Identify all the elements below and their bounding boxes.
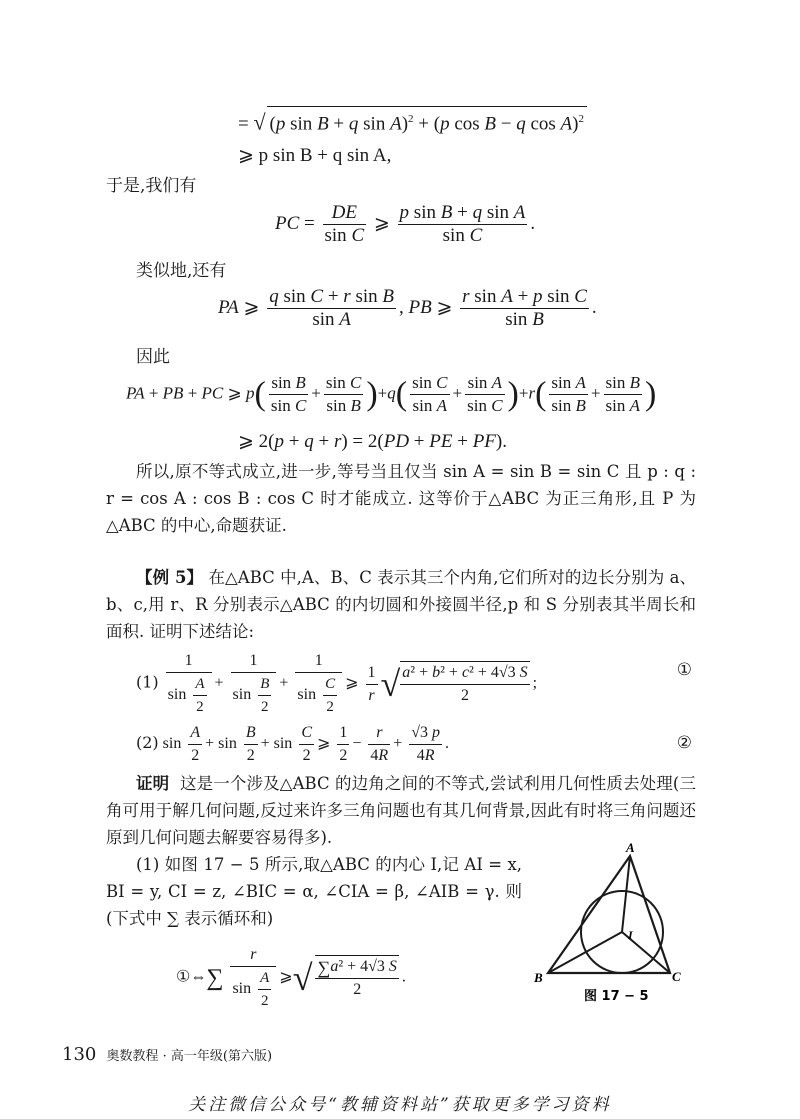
example-text: 在△ABC 中,A、B、C 表示其三个内角,它们所对的边长分别为 a、b、c,用 r、R 分别表示△ABC 的内切圆和外接圆半径,p 和 S 分别表其半周长和面积. 证明下述结论: xyxy=(106,568,697,641)
proof-text: 这是一个涉及△ABC 的边角之间的不等式,尝试利用几何性质去处理(三角可用于解几何问题,反过来许多三角问题也有其几何背景,因此有时将三角问题还原到几何问题去解要容易得多). xyxy=(106,774,696,847)
equation-pc: PC = $\frac{DE}{\text{sin C}}$ ⩾ $\frac{\text{p sin B + q sin A}}{\text{sin C}}$ . xyxy=(275,202,536,246)
page-footer xyxy=(62,1044,272,1065)
item2-number: ② xyxy=(676,733,692,753)
equation-pa-pb: PA ⩾ $\frac{\text{q sin C + r sin B}}{\text{sin A}}$ , PB ⩾ $\frac{\text{r sin A + p sin C}}{\text{sin B}}$ . xyxy=(218,286,597,330)
watermark-banner: 关注微信公众号“教辅资料站”获取更多学习资料 xyxy=(188,1095,612,1115)
book-title: 奥数教程 · 高一年级(第六版) xyxy=(106,1049,273,1064)
equation-sum: PA + PB + PC ⩾ p( $\frac{\text{sin B}}{\text{sin C}}$ + $\frac{\text{sin C}}{\text{sin B}}$ )+q( $\frac{\text{sin C}}{\text{sin A}}$ + $\frac{\text{sin A}}{\text{sin C}}$ )+r( $\frac{\text{sin A}}{\text{sin B}}$ + $\frac{\text{sin B}}{\text{sin A}}$ ) xyxy=(126,373,657,415)
equivalence-lhs: ①⇔ xyxy=(176,968,207,986)
label-b: B xyxy=(534,970,543,985)
equation-line-1: = √ (p sin B + q sin A)$^2$ + (p cos B − q cos A)$^2$ xyxy=(238,106,587,136)
paragraph-conclusion: 所以,原不等式成立,进一步,等号当且仅当 sin A = sin B = sin C 且 p : q : r = cos A : cos B : cos C 时才能成立. 这等价于△ABC 为正三角形,且 P 为△ABC 的中心,命题获证. xyxy=(106,462,696,535)
equation-equivalence: ①⇔∑ r sin $\frac{A}{2}$ ⩾√ $\frac{\text{∑a² + 4√3 S}}{2}$ . xyxy=(176,944,406,1012)
equation-sum-2: ⩾ 2(p + q + r) = 2(PD + PE + PF). xyxy=(238,431,507,452)
equation-line-2: ⩾ p sin B + q sin A, xyxy=(238,145,392,166)
inequality-1: (1) 1 sin $\frac{A}{2}$ + 1 sin $\frac{B}{2}$ + 1 sin $\frac{C}{2}$ ⩾ $\frac{1}{r}$ √ $\frac{\text{a² + b² + c² + 4√3 S}}{2}$ ; xyxy=(136,650,537,718)
text-yushi: 于是,我们有 xyxy=(106,176,197,196)
item1-number: ① xyxy=(676,660,692,680)
label-c: C xyxy=(672,969,681,984)
paragraph-part1: (1) 如图 17 − 5 所示,取△ABC 的内心 I,记 AI = x, BI = y, CI = z, ∠BIC = α, ∠CIA = β, ∠AIB = γ. 则(下式中 ∑ 表示循环和) xyxy=(106,855,522,928)
item2-label: (2) xyxy=(136,733,159,753)
example-label: 【例 5】 xyxy=(136,568,204,587)
text-yinci: 因此 xyxy=(136,347,170,367)
figure-17-5 xyxy=(530,838,700,1008)
triangle-abc xyxy=(548,856,670,973)
item1-label: (1) xyxy=(136,672,159,692)
proof-label: 证明 xyxy=(136,774,170,793)
text-leisi: 类似地,还有 xyxy=(136,261,227,281)
page-number: 130 xyxy=(62,1044,97,1065)
label-i: I xyxy=(628,928,633,942)
example-5 xyxy=(106,564,696,645)
figure-caption: 图 17 − 5 xyxy=(584,989,649,1004)
inequality-2: (2) sin $\frac{A}{2}$ + sin $\frac{B}{2}$ + sin $\frac{C}{2}$ ⩾ $\frac{1}{2}$ − $\frac{r}{4R}$ + $\frac{√3 p}{4R}$ . xyxy=(136,722,449,767)
label-a: A xyxy=(626,840,635,855)
segment-bi xyxy=(548,932,622,973)
